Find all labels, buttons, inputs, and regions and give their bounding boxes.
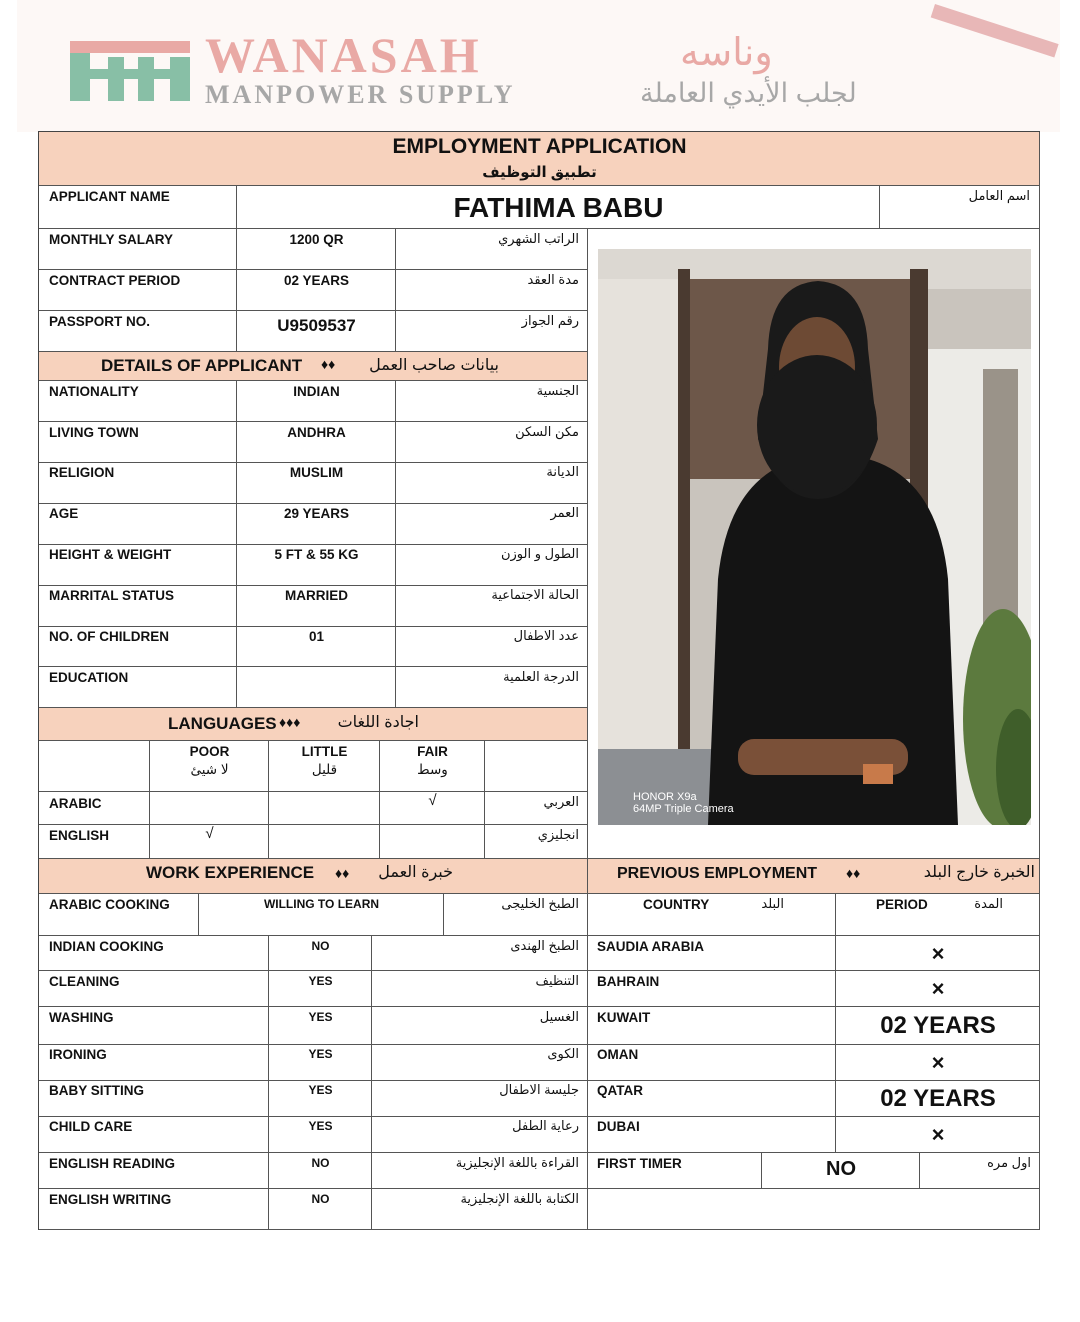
children-arabic: عدد الاطفال [513, 628, 579, 643]
period-column-header: PERIOD [876, 897, 928, 912]
country-kuwait: KUWAIT [597, 1010, 651, 1025]
indian-cooking-value: NO [311, 939, 330, 953]
country-dubai: DUBAI [597, 1119, 640, 1134]
cleaning-label: CLEANING [49, 974, 120, 989]
table-cell [269, 792, 380, 825]
arabic-fair-mark: √ [428, 792, 437, 809]
period-bahrain: × [931, 976, 945, 1001]
applicant-name-label-arabic: اسم العامل [968, 188, 1030, 203]
contract-period-value: 02 YEARS [283, 273, 350, 288]
english-poor-mark: √ [205, 825, 214, 842]
living-town-value: ANDHRA [287, 425, 346, 440]
details-heading: DETAILS OF APPLICANT [101, 356, 303, 375]
period-oman: × [931, 1050, 945, 1075]
religion-arabic: الديانة [546, 464, 579, 479]
age-value: 29 YEARS [283, 506, 350, 521]
period-kuwait: 02 YEARS [880, 1012, 996, 1039]
table-cell [380, 825, 485, 859]
work-heading: WORK EXPERIENCE [146, 863, 315, 882]
table-cell [150, 792, 269, 825]
table-cell [39, 741, 150, 792]
languages-heading-arabic: اجادة اللغات [337, 714, 419, 731]
details-diamonds: ♦♦ [321, 356, 336, 372]
children-value: 01 [308, 629, 325, 644]
ironing-label: IRONING [49, 1047, 107, 1062]
languages-diamonds: ♦♦♦ [279, 714, 301, 730]
ironing-arabic: الكوى [547, 1046, 579, 1061]
arabic-cooking-value: WILLING TO LEARN [263, 897, 380, 911]
country-column-header: COUNTRY [643, 897, 710, 912]
washing-label: WASHING [49, 1010, 114, 1025]
level-fair: FAIR [417, 744, 448, 759]
table-cell [237, 667, 396, 708]
logo-wordmark: WANASAH [205, 27, 482, 83]
level-poor: POOR [189, 744, 230, 759]
logo-tagline-arabic: لجلب الأيدي العاملة [640, 78, 857, 108]
child-care-value: YES [308, 1119, 333, 1133]
table-cell [588, 894, 836, 936]
nationality-label: NATIONALITY [49, 384, 139, 399]
marital-status-value: MARRIED [285, 588, 348, 603]
english-writing-label: ENGLISH WRITING [49, 1192, 172, 1207]
english-language-arabic: انجليزي [537, 827, 579, 842]
ironing-value: YES [308, 1047, 333, 1061]
level-little: LITTLE [301, 744, 348, 759]
country-oman: OMAN [597, 1047, 639, 1062]
previous-diamonds: ♦♦ [846, 865, 861, 881]
english-reading-arabic: القراءة باللغة الإنجليزية [455, 1155, 579, 1170]
marital-status-label: MARRITAL STATUS [49, 588, 174, 603]
nationality-arabic: الجنسية [536, 383, 579, 398]
details-heading-arabic: بيانات صاحب العمل [369, 357, 499, 374]
work-heading-arabic: خبرة العمل [378, 864, 453, 881]
contract-period-label: CONTRACT PERIOD [49, 273, 181, 288]
washing-arabic: الغسيل [539, 1009, 579, 1024]
indian-cooking-arabic: الطبخ الهندى [510, 938, 579, 953]
table-cell [485, 741, 588, 792]
monthly-salary-arabic: الراتب الشهري [498, 231, 579, 246]
passport-no-arabic: رقم الجواز [521, 313, 579, 328]
form-title: EMPLOYMENT APPLICATION [392, 135, 687, 158]
country-bahrain: BAHRAIN [597, 974, 660, 989]
baby-sitting-label: BABY SITTING [49, 1083, 145, 1098]
children-label: NO. OF CHILDREN [49, 629, 169, 644]
applicant-photo [598, 249, 1031, 825]
level-poor-arabic: لا شيئ [190, 762, 229, 777]
height-weight-arabic: الطول و الوزن [500, 546, 579, 561]
camera-watermark [633, 791, 734, 815]
period-column-header-arabic: المدة [974, 896, 1003, 911]
religion-label: RELIGION [49, 465, 115, 480]
arabic-cooking-arabic: الطبخ الخليجى [501, 896, 579, 911]
arabic-language-arabic: العربي [543, 794, 579, 809]
age-label: AGE [49, 506, 79, 521]
living-town-arabic: مكن السكن [515, 424, 579, 439]
first-timer-label: FIRST TIMER [597, 1156, 682, 1171]
religion-value: MUSLIM [289, 465, 344, 480]
cleaning-arabic: التنظيف [535, 973, 579, 988]
country-qatar: QATAR [597, 1083, 643, 1098]
camera-watermark-line-2: 64MP Triple Camera [633, 803, 734, 815]
education-label: EDUCATION [49, 670, 129, 685]
table-cell [269, 825, 380, 859]
previous-heading-arabic: الخبرة خارج البلد [923, 864, 1035, 881]
monthly-salary-value: 1200 QR [289, 232, 344, 247]
height-weight-value: 5 FT & 55 KG [274, 547, 359, 562]
marital-status-arabic: الحالة الاجتماعية [491, 587, 579, 602]
country-column-header-arabic: البلد [761, 896, 784, 911]
work-diamonds: ♦♦ [335, 865, 350, 881]
english-writing-arabic: الكتابة باللغة الإنجليزية [460, 1191, 579, 1206]
table-cell [588, 1189, 1040, 1230]
indian-cooking-label: INDIAN COOKING [49, 939, 164, 954]
logo-wordmark-arabic: وناسه [680, 32, 773, 74]
period-saudia-arabia: × [931, 941, 945, 966]
nationality-value: INDIAN [293, 384, 340, 399]
first-timer-arabic: اول مره [987, 1155, 1031, 1170]
washing-value: YES [308, 1010, 333, 1024]
baby-sitting-arabic: جليسة الاطفال [499, 1082, 579, 1097]
applicant-name: FATHIMA BABU [453, 192, 664, 223]
logo-tagline: MANPOWER SUPPLY [205, 80, 516, 109]
applicant-name-label: APPLICANT NAME [49, 189, 170, 204]
child-care-arabic: رعاية الطفل [512, 1118, 579, 1133]
age-arabic: العمر [550, 505, 579, 520]
english-writing-value: NO [311, 1192, 330, 1206]
first-timer-value: NO [826, 1158, 856, 1180]
period-dubai: × [931, 1122, 945, 1147]
baby-sitting-value: YES [308, 1083, 333, 1097]
education-arabic: الدرجة العلمية [503, 669, 579, 684]
form-title-arabic: تطبيق التوظيف [482, 164, 597, 181]
english-language-label: ENGLISH [49, 828, 110, 843]
height-weight-label: HEIGHT & WEIGHT [49, 547, 172, 562]
languages-heading: LANGUAGES [168, 714, 277, 733]
previous-heading: PREVIOUS EMPLOYMENT [617, 865, 818, 882]
english-reading-value: NO [311, 1156, 330, 1170]
arabic-language-label: ARABIC [49, 796, 102, 811]
arabic-cooking-label: ARABIC COOKING [49, 897, 170, 912]
passport-no-label: PASSPORT NO. [49, 314, 151, 329]
level-little-arabic: قليل [311, 762, 338, 777]
child-care-label: CHILD CARE [49, 1119, 133, 1134]
contract-period-arabic: مدة العقد [527, 272, 579, 287]
company-logo-icon [68, 37, 193, 103]
english-reading-label: ENGLISH READING [49, 1156, 176, 1171]
level-fair-arabic: وسط [417, 762, 448, 777]
table-cell [836, 894, 1040, 936]
monthly-salary-label: MONTHLY SALARY [49, 232, 174, 247]
living-town-label: LIVING TOWN [49, 425, 139, 440]
cleaning-value: YES [308, 974, 333, 988]
country-saudia-arabia: SAUDIA ARABIA [597, 939, 704, 954]
camera-watermark-line-1: HONOR X9a [633, 791, 697, 803]
period-qatar: 02 YEARS [880, 1085, 996, 1112]
passport-no-value: U9509537 [277, 316, 356, 335]
